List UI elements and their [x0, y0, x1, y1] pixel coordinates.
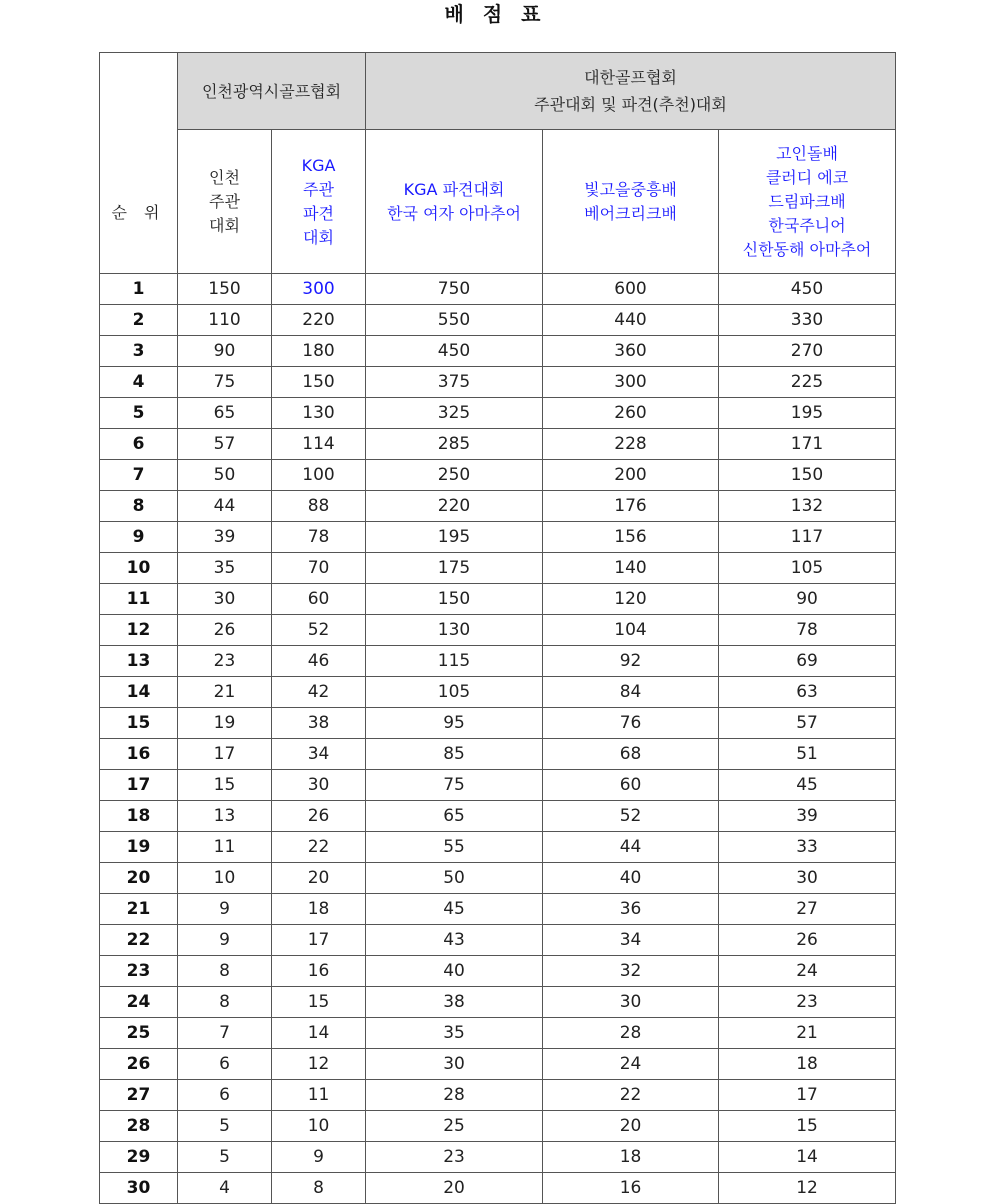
kga-host-cell: 8 [272, 1173, 366, 1204]
kga-host-cell: 26 [272, 801, 366, 832]
col-bitgo-header [543, 130, 719, 274]
kga-host-cell: 12 [272, 1049, 366, 1080]
kga-host-cell: 20 [272, 863, 366, 894]
col-goin-line: 고인돌배 [776, 143, 838, 163]
rank-cell: 8 [100, 491, 178, 522]
incheon-cell: 11 [178, 832, 272, 863]
rank-header-label: 순 위 [111, 202, 166, 222]
bitgo-cell: 30 [543, 987, 719, 1018]
incheon-cell: 21 [178, 677, 272, 708]
goin-cell: 45 [719, 770, 896, 801]
kga-host-cell: 15 [272, 987, 366, 1018]
goin-cell: 171 [719, 429, 896, 460]
col-incheon-header [178, 130, 272, 274]
rank-cell: 12 [100, 615, 178, 646]
bitgo-cell: 440 [543, 305, 719, 336]
goin-cell: 225 [719, 367, 896, 398]
incheon-cell: 15 [178, 770, 272, 801]
kga-dispatch-cell: 150 [366, 584, 543, 615]
bitgo-cell: 120 [543, 584, 719, 615]
kga-dispatch-cell: 20 [366, 1173, 543, 1204]
page-title: 배 점 표 [444, 2, 547, 26]
incheon-cell: 26 [178, 615, 272, 646]
goin-cell: 195 [719, 398, 896, 429]
col-goin-line: 드림파크배 [768, 191, 846, 211]
bitgo-cell: 104 [543, 615, 719, 646]
rank-cell: 28 [100, 1111, 178, 1142]
table-row [100, 987, 896, 1018]
col-kga-dispatch-header [366, 130, 543, 274]
incheon-cell: 39 [178, 522, 272, 553]
goin-cell: 15 [719, 1111, 896, 1142]
goin-cell: 18 [719, 1049, 896, 1080]
rank-cell: 27 [100, 1080, 178, 1111]
bitgo-cell: 44 [543, 832, 719, 863]
rank-cell: 3 [100, 336, 178, 367]
incheon-cell: 9 [178, 894, 272, 925]
goin-cell: 330 [719, 305, 896, 336]
table-row [100, 553, 896, 584]
kga-dispatch-cell: 30 [366, 1049, 543, 1080]
incheon-cell: 17 [178, 739, 272, 770]
goin-cell: 51 [719, 739, 896, 770]
kga-dispatch-cell: 195 [366, 522, 543, 553]
kga-dispatch-cell: 55 [366, 832, 543, 863]
col-goin-header [719, 130, 896, 274]
table-row [100, 522, 896, 553]
rank-cell: 22 [100, 925, 178, 956]
kga-host-cell: 52 [272, 615, 366, 646]
table-row [100, 491, 896, 522]
kga-host-cell: 150 [272, 367, 366, 398]
rank-cell: 26 [100, 1049, 178, 1080]
col-kga-host-line: 주관 [303, 179, 334, 199]
incheon-group-header: 인천광역시골프협회 [178, 53, 366, 130]
kga-host-cell: 9 [272, 1142, 366, 1173]
rank-cell: 11 [100, 584, 178, 615]
kga-host-cell: 180 [272, 336, 366, 367]
rank-cell: 15 [100, 708, 178, 739]
kga-dispatch-cell: 250 [366, 460, 543, 491]
incheon-cell: 5 [178, 1142, 272, 1173]
kga-host-cell: 38 [272, 708, 366, 739]
rank-cell: 5 [100, 398, 178, 429]
rank-cell: 9 [100, 522, 178, 553]
kga-host-cell: 30 [272, 770, 366, 801]
table-row [100, 925, 896, 956]
goin-cell: 117 [719, 522, 896, 553]
kga-dispatch-cell: 175 [366, 553, 543, 584]
bitgo-cell: 36 [543, 894, 719, 925]
kga-dispatch-cell: 45 [366, 894, 543, 925]
bitgo-cell: 300 [543, 367, 719, 398]
col-kga-host-line: 대회 [303, 227, 334, 247]
kga-host-cell: 11 [272, 1080, 366, 1111]
col-goin-line: 한국주니어 [768, 215, 846, 235]
kga-dispatch-cell: 750 [366, 274, 543, 305]
table-row [100, 832, 896, 863]
bitgo-cell: 18 [543, 1142, 719, 1173]
bitgo-cell: 200 [543, 460, 719, 491]
bitgo-cell: 140 [543, 553, 719, 584]
table-row [100, 677, 896, 708]
kga-dispatch-cell: 105 [366, 677, 543, 708]
kga-host-cell: 42 [272, 677, 366, 708]
incheon-cell: 8 [178, 987, 272, 1018]
bitgo-cell: 28 [543, 1018, 719, 1049]
kga-dispatch-cell: 115 [366, 646, 543, 677]
bitgo-cell: 228 [543, 429, 719, 460]
bitgo-cell: 176 [543, 491, 719, 522]
kga-host-cell: 18 [272, 894, 366, 925]
goin-cell: 21 [719, 1018, 896, 1049]
rank-cell: 24 [100, 987, 178, 1018]
kga-dispatch-cell: 38 [366, 987, 543, 1018]
table-row [100, 1018, 896, 1049]
incheon-cell: 13 [178, 801, 272, 832]
rank-cell: 13 [100, 646, 178, 677]
incheon-cell: 23 [178, 646, 272, 677]
table-row [100, 770, 896, 801]
incheon-cell: 75 [178, 367, 272, 398]
goin-cell: 23 [719, 987, 896, 1018]
kga-host-cell: 16 [272, 956, 366, 987]
incheon-cell: 9 [178, 925, 272, 956]
bitgo-cell: 92 [543, 646, 719, 677]
bitgo-cell: 360 [543, 336, 719, 367]
goin-cell: 90 [719, 584, 896, 615]
table-row [100, 429, 896, 460]
goin-cell: 150 [719, 460, 896, 491]
bitgo-cell: 16 [543, 1173, 719, 1204]
bitgo-cell: 24 [543, 1049, 719, 1080]
goin-cell: 105 [719, 553, 896, 584]
bitgo-cell: 52 [543, 801, 719, 832]
rank-cell: 7 [100, 460, 178, 491]
goin-cell: 63 [719, 677, 896, 708]
bitgo-cell: 22 [543, 1080, 719, 1111]
table-row [100, 336, 896, 367]
kga-group-header [366, 53, 896, 130]
rank-cell: 21 [100, 894, 178, 925]
incheon-cell: 44 [178, 491, 272, 522]
table-row [100, 460, 896, 491]
goin-cell: 27 [719, 894, 896, 925]
incheon-cell: 8 [178, 956, 272, 987]
kga-host-cell: 220 [272, 305, 366, 336]
score-table [99, 52, 896, 1204]
bitgo-cell: 60 [543, 770, 719, 801]
kga-host-cell: 130 [272, 398, 366, 429]
incheon-cell: 50 [178, 460, 272, 491]
bitgo-cell: 84 [543, 677, 719, 708]
rank-cell: 16 [100, 739, 178, 770]
table-row [100, 1142, 896, 1173]
kga-dispatch-cell: 43 [366, 925, 543, 956]
incheon-cell: 19 [178, 708, 272, 739]
table-row [100, 894, 896, 925]
col-incheon-line: 주관 [209, 191, 240, 211]
incheon-cell: 6 [178, 1049, 272, 1080]
table-row [100, 708, 896, 739]
incheon-cell: 7 [178, 1018, 272, 1049]
kga-dispatch-cell: 65 [366, 801, 543, 832]
table-row [100, 367, 896, 398]
table-row [100, 739, 896, 770]
rank-cell: 29 [100, 1142, 178, 1173]
kga-dispatch-cell: 40 [366, 956, 543, 987]
bitgo-cell: 20 [543, 1111, 719, 1142]
incheon-cell: 35 [178, 553, 272, 584]
goin-cell: 14 [719, 1142, 896, 1173]
kga-dispatch-cell: 75 [366, 770, 543, 801]
table-row [100, 1049, 896, 1080]
table-row [100, 863, 896, 894]
incheon-cell: 110 [178, 305, 272, 336]
rank-cell: 23 [100, 956, 178, 987]
col-bitgo-line: 빛고을중흥배 [584, 179, 677, 199]
goin-cell: 270 [719, 336, 896, 367]
kga-group-header-line1: 대한골프협회 [584, 68, 677, 87]
goin-cell: 39 [719, 801, 896, 832]
table-row [100, 1173, 896, 1204]
incheon-cell: 90 [178, 336, 272, 367]
col-kga-dispatch-line: KGA 파견대회 [403, 179, 505, 199]
rank-cell: 2 [100, 305, 178, 336]
bitgo-cell: 32 [543, 956, 719, 987]
goin-cell: 12 [719, 1173, 896, 1204]
table-row [100, 956, 896, 987]
incheon-cell: 4 [178, 1173, 272, 1204]
goin-cell: 78 [719, 615, 896, 646]
kga-host-cell: 70 [272, 553, 366, 584]
rank-cell: 19 [100, 832, 178, 863]
kga-dispatch-cell: 375 [366, 367, 543, 398]
kga-dispatch-cell: 95 [366, 708, 543, 739]
rank-cell: 4 [100, 367, 178, 398]
rank-cell: 20 [100, 863, 178, 894]
kga-dispatch-cell: 23 [366, 1142, 543, 1173]
kga-dispatch-cell: 285 [366, 429, 543, 460]
kga-host-cell: 300 [272, 274, 366, 305]
kga-host-cell: 60 [272, 584, 366, 615]
goin-cell: 132 [719, 491, 896, 522]
col-kga-host-header [272, 130, 366, 274]
bitgo-cell: 68 [543, 739, 719, 770]
incheon-cell: 150 [178, 274, 272, 305]
col-kga-host-line: 파견 [303, 203, 334, 223]
rank-cell: 10 [100, 553, 178, 584]
col-incheon-line: 대회 [209, 215, 240, 235]
incheon-cell: 65 [178, 398, 272, 429]
goin-cell: 24 [719, 956, 896, 987]
kga-dispatch-cell: 85 [366, 739, 543, 770]
bitgo-cell: 34 [543, 925, 719, 956]
kga-dispatch-cell: 50 [366, 863, 543, 894]
col-goin-line: 신한동해 아마추어 [742, 239, 872, 259]
incheon-cell: 5 [178, 1111, 272, 1142]
rank-header [100, 53, 178, 274]
kga-host-cell: 22 [272, 832, 366, 863]
kga-host-cell: 17 [272, 925, 366, 956]
goin-cell: 30 [719, 863, 896, 894]
kga-host-cell: 114 [272, 429, 366, 460]
rank-cell: 18 [100, 801, 178, 832]
bitgo-cell: 156 [543, 522, 719, 553]
goin-cell: 26 [719, 925, 896, 956]
kga-dispatch-cell: 28 [366, 1080, 543, 1111]
kga-host-cell: 10 [272, 1111, 366, 1142]
table-row [100, 801, 896, 832]
goin-cell: 69 [719, 646, 896, 677]
col-incheon-line: 인천 [209, 167, 240, 187]
table-row [100, 274, 896, 305]
col-kga-dispatch-line: 한국 여자 아마추어 [387, 203, 521, 223]
incheon-cell: 57 [178, 429, 272, 460]
table-row [100, 1080, 896, 1111]
goin-cell: 33 [719, 832, 896, 863]
goin-cell: 17 [719, 1080, 896, 1111]
kga-dispatch-cell: 25 [366, 1111, 543, 1142]
kga-dispatch-cell: 220 [366, 491, 543, 522]
col-bitgo-line: 베어크리크배 [584, 203, 677, 223]
col-goin-line: 클러디 에코 [765, 167, 849, 187]
kga-dispatch-cell: 550 [366, 305, 543, 336]
rank-cell: 14 [100, 677, 178, 708]
bitgo-cell: 260 [543, 398, 719, 429]
kga-group-header-line2: 주관대회 및 파견(추천)대회 [534, 95, 727, 114]
col-kga-host-line: KGA [301, 155, 336, 175]
bitgo-cell: 600 [543, 274, 719, 305]
table-row [100, 398, 896, 429]
rank-cell: 17 [100, 770, 178, 801]
incheon-cell: 6 [178, 1080, 272, 1111]
kga-host-cell: 100 [272, 460, 366, 491]
goin-cell: 57 [719, 708, 896, 739]
table-row [100, 615, 896, 646]
kga-host-cell: 78 [272, 522, 366, 553]
kga-host-cell: 34 [272, 739, 366, 770]
kga-dispatch-cell: 130 [366, 615, 543, 646]
rank-cell: 30 [100, 1173, 178, 1204]
bitgo-cell: 76 [543, 708, 719, 739]
kga-dispatch-cell: 325 [366, 398, 543, 429]
rank-cell: 6 [100, 429, 178, 460]
table-row [100, 584, 896, 615]
incheon-cell: 30 [178, 584, 272, 615]
bitgo-cell: 40 [543, 863, 719, 894]
table-row [100, 646, 896, 677]
kga-host-cell: 14 [272, 1018, 366, 1049]
table-row [100, 1111, 896, 1142]
kga-dispatch-cell: 450 [366, 336, 543, 367]
goin-cell: 450 [719, 274, 896, 305]
rank-cell: 1 [100, 274, 178, 305]
kga-host-cell: 46 [272, 646, 366, 677]
table-row [100, 305, 896, 336]
kga-host-cell: 88 [272, 491, 366, 522]
incheon-cell: 10 [178, 863, 272, 894]
rank-cell: 25 [100, 1018, 178, 1049]
kga-dispatch-cell: 35 [366, 1018, 543, 1049]
